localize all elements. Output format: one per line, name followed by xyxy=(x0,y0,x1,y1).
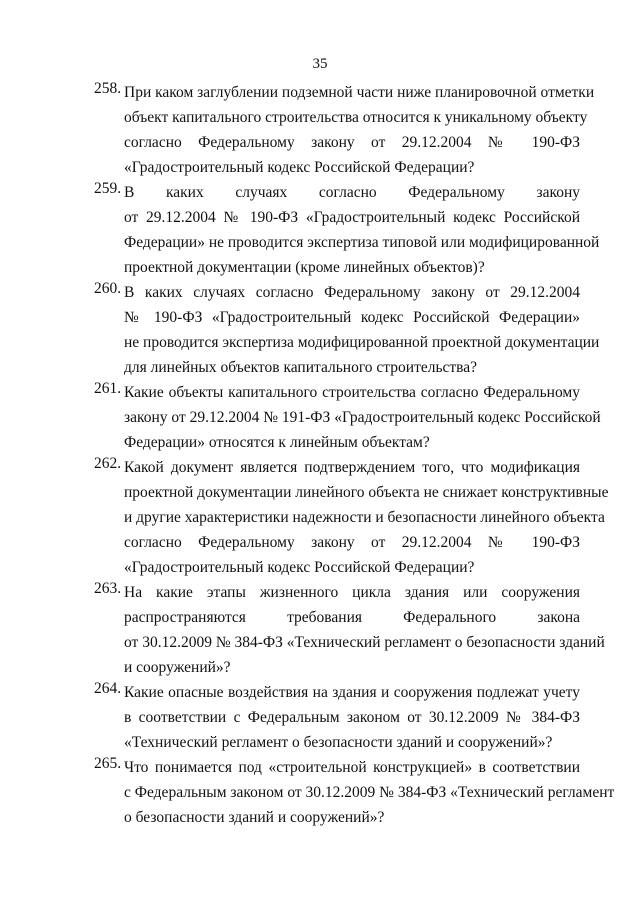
question-number: 260. xyxy=(94,280,122,297)
question-text-line: и сооружений»? xyxy=(124,659,231,676)
question-text-line: распространяются требования Федерального закона xyxy=(124,609,580,626)
question-text-line: согласно Федеральному закону от 29.12.2004 № 190-ФЗ xyxy=(124,134,580,151)
question-item xyxy=(94,180,600,280)
question-item xyxy=(94,80,595,180)
question-text-line: проектной документации (кроме линейных объектов)? xyxy=(124,259,485,276)
question-text-line: «Градостроительный кодекс Российской Федерации? xyxy=(124,559,475,576)
question-item xyxy=(94,755,615,830)
question-text-line: Какие объекты капитального строительства согласно Федеральному xyxy=(124,384,580,401)
question-number: 262. xyxy=(94,455,122,472)
question-text-line: от 29.12.2004 № 190-ФЗ «Градостроительный кодекс Российской xyxy=(124,209,580,226)
question-text-line: «Технический регламент о безопасности зданий и сооружений»? xyxy=(124,734,553,751)
page-number: 35 xyxy=(312,56,328,72)
question-text-line: Какие опасные воздействия на здания и сооружения подлежат учету xyxy=(124,684,580,701)
question-text-line: Федерации» относятся к линейным объектам? xyxy=(124,434,430,451)
question-text-line: и другие характеристики надежности и безопасности линейного объекта xyxy=(124,509,605,526)
question-text-line: Какой документ является подтверждением того, что модификация xyxy=(124,459,580,476)
question-text-line: закону от 29.12.2004 № 191-ФЗ «Градостроительный кодекс Российской xyxy=(124,409,601,426)
question-item xyxy=(94,455,609,580)
question-text-line: В каких случаях согласно Федеральному закону от 29.12.2004 xyxy=(124,284,580,301)
question-text-line: Что понимается под «строительной конструкцией» в соответствии xyxy=(124,759,580,776)
question-number: 264. xyxy=(94,680,122,697)
question-text-line: Федерации» не проводится экспертиза типовой или модифицированной xyxy=(124,234,600,251)
question-text-line: проектной документации линейного объекта не снижает конструктивные xyxy=(124,484,609,501)
question-item xyxy=(94,380,601,455)
questions-list xyxy=(94,80,615,830)
question-number: 261. xyxy=(94,380,122,397)
question-text-line: согласно Федеральному закону от 29.12.2004 № 190-ФЗ xyxy=(124,534,580,551)
question-text-line: «Градостроительный кодекс Российской Федерации? xyxy=(124,159,475,176)
question-number: 259. xyxy=(94,180,122,197)
question-text-line: о безопасности зданий и сооружений»? xyxy=(124,809,385,826)
question-number: 263. xyxy=(94,580,122,597)
question-text-line: При каком заглублении подземной части ниже планировочной отметки xyxy=(124,84,595,101)
question-item xyxy=(94,280,600,380)
question-text-line: не проводится экспертиза модифицированной проектной документации xyxy=(124,334,600,351)
question-text-line: от 30.12.2009 № 384-ФЗ «Технический регламент о безопасности зданий xyxy=(124,634,605,651)
question-text-line: в соответствии с Федеральным законом от 30.12.2009 № 384-ФЗ xyxy=(124,709,580,726)
question-text-line: объект капитального строительства относится к уникальному объекту xyxy=(124,109,588,126)
question-number: 258. xyxy=(94,80,122,97)
question-text-line: № 190-ФЗ «Градостроительный кодекс Российской Федерации» xyxy=(124,309,580,326)
question-text-line: В каких случаях согласно Федеральному закону xyxy=(124,184,580,201)
question-item xyxy=(94,580,605,680)
question-number: 265. xyxy=(94,755,122,772)
question-text-line: На какие этапы жизненного цикла здания или сооружения xyxy=(124,584,580,601)
question-item xyxy=(94,680,580,755)
question-text-line: для линейных объектов капитального строительства? xyxy=(124,359,478,376)
question-text-line: с Федеральным законом от 30.12.2009 № 384-ФЗ «Технический регламент xyxy=(124,784,615,801)
